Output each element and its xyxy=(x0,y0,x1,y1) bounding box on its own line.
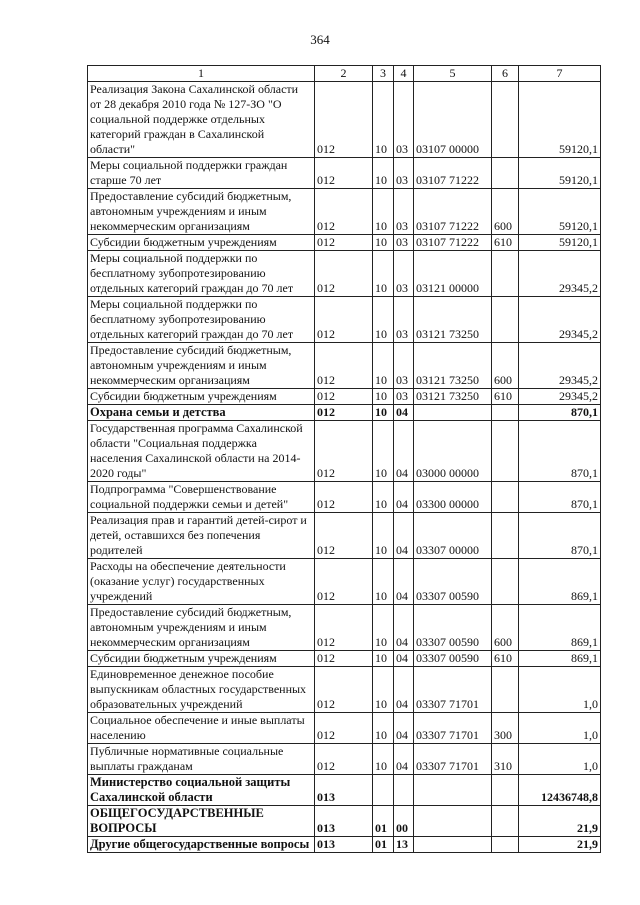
row-target-article-cell: 03107 71222 xyxy=(414,158,492,189)
row-subsection-cell: 04 xyxy=(394,421,414,482)
row-section-cell: 10 xyxy=(373,251,394,297)
row-target-article-cell: 03307 00590 xyxy=(414,651,492,667)
row-subsection-cell: 03 xyxy=(394,343,414,389)
table-row xyxy=(88,744,601,775)
row-amount-cell: 29345,2 xyxy=(519,389,601,405)
row-name-cell: Предоставление субсидий бюджетным, автономным учреждениям и иным некоммерческим организациям xyxy=(88,605,315,651)
row-target-article-cell: 03300 00000 xyxy=(414,482,492,513)
row-ministry-cell: 012 xyxy=(315,297,373,343)
row-amount-cell: 870,1 xyxy=(519,421,601,482)
row-subsection-cell: 03 xyxy=(394,235,414,251)
table-row xyxy=(88,343,601,389)
table-row xyxy=(88,837,601,853)
row-ministry-cell: 012 xyxy=(315,389,373,405)
row-section-cell: 10 xyxy=(373,389,394,405)
row-ministry-cell: 012 xyxy=(315,158,373,189)
row-section-cell: 10 xyxy=(373,82,394,158)
row-section-cell: 10 xyxy=(373,421,394,482)
row-target-article-cell: 03121 73250 xyxy=(414,389,492,405)
table-row xyxy=(88,806,601,837)
row-ministry-cell: 012 xyxy=(315,189,373,235)
row-subsection-cell: 03 xyxy=(394,189,414,235)
row-expense-type-cell: 300 xyxy=(492,713,519,744)
row-amount-cell: 1,0 xyxy=(519,667,601,713)
row-target-article-cell xyxy=(414,405,492,421)
row-section-cell xyxy=(373,775,394,806)
row-expense-type-cell xyxy=(492,297,519,343)
row-subsection-cell: 04 xyxy=(394,744,414,775)
row-name-cell: Охрана семьи и детства xyxy=(88,405,315,421)
row-subsection-cell: 04 xyxy=(394,559,414,605)
table-row xyxy=(88,82,601,158)
row-ministry-cell: 012 xyxy=(315,82,373,158)
row-expense-type-cell xyxy=(492,82,519,158)
header-cell: 2 xyxy=(315,66,373,82)
row-amount-cell: 29345,2 xyxy=(519,343,601,389)
row-name-cell: Единовременное денежное пособие выпускникам областных государственных образовательных учреждений xyxy=(88,667,315,713)
row-name-cell: Меры социальной поддержки по бесплатному зубопротезированию отдельных категорий граждан до 70 лет xyxy=(88,297,315,343)
row-ministry-cell: 013 xyxy=(315,806,373,837)
table-row xyxy=(88,651,601,667)
row-subsection-cell: 04 xyxy=(394,482,414,513)
row-expense-type-cell xyxy=(492,405,519,421)
row-target-article-cell: 03307 00590 xyxy=(414,559,492,605)
row-ministry-cell: 012 xyxy=(315,421,373,482)
row-expense-type-cell xyxy=(492,251,519,297)
row-target-article-cell xyxy=(414,806,492,837)
row-target-article-cell xyxy=(414,837,492,853)
row-subsection-cell: 04 xyxy=(394,651,414,667)
row-amount-cell: 59120,1 xyxy=(519,158,601,189)
row-subsection-cell: 04 xyxy=(394,513,414,559)
row-name-cell: ОБЩЕГОСУДАРСТВЕННЫЕ ВОПРОСЫ xyxy=(88,806,315,837)
row-target-article-cell: 03107 00000 xyxy=(414,82,492,158)
row-amount-cell: 29345,2 xyxy=(519,297,601,343)
row-expense-type-cell xyxy=(492,482,519,513)
row-name-cell: Предоставление субсидий бюджетным, автономным учреждениям и иным некоммерческим организациям xyxy=(88,343,315,389)
row-target-article-cell: 03000 00000 xyxy=(414,421,492,482)
header-cell: 5 xyxy=(414,66,492,82)
row-name-cell: Другие общегосударственные вопросы xyxy=(88,837,315,853)
header-cell: 7 xyxy=(519,66,601,82)
table-row xyxy=(88,235,601,251)
row-expense-type-cell: 600 xyxy=(492,189,519,235)
table-row xyxy=(88,189,601,235)
header-cell: 6 xyxy=(492,66,519,82)
row-section-cell: 10 xyxy=(373,744,394,775)
row-ministry-cell: 012 xyxy=(315,605,373,651)
row-ministry-cell: 012 xyxy=(315,405,373,421)
row-name-cell: Министерство социальной защиты Сахалинской области xyxy=(88,775,315,806)
row-amount-cell: 29345,2 xyxy=(519,251,601,297)
row-section-cell: 10 xyxy=(373,482,394,513)
row-target-article-cell: 03107 71222 xyxy=(414,189,492,235)
row-expense-type-cell xyxy=(492,158,519,189)
row-section-cell: 10 xyxy=(373,513,394,559)
row-section-cell: 10 xyxy=(373,559,394,605)
row-ministry-cell: 012 xyxy=(315,744,373,775)
row-expense-type-cell: 310 xyxy=(492,744,519,775)
table-row xyxy=(88,389,601,405)
row-subsection-cell: 03 xyxy=(394,251,414,297)
row-subsection-cell: 13 xyxy=(394,837,414,853)
row-ministry-cell: 012 xyxy=(315,559,373,605)
row-amount-cell: 869,1 xyxy=(519,651,601,667)
row-amount-cell: 1,0 xyxy=(519,713,601,744)
row-subsection-cell xyxy=(394,775,414,806)
row-target-article-cell: 03307 71701 xyxy=(414,713,492,744)
row-subsection-cell: 04 xyxy=(394,667,414,713)
row-expense-type-cell: 610 xyxy=(492,651,519,667)
header-cell: 4 xyxy=(394,66,414,82)
row-subsection-cell: 00 xyxy=(394,806,414,837)
row-name-cell: Расходы на обеспечение деятельности (оказание услуг) государственных учреждений xyxy=(88,559,315,605)
row-name-cell: Реализация Закона Сахалинской области от 28 декабря 2010 года № 127-ЗО "О социальной поддержке отдельных категорий граждан в Сахалинской области" xyxy=(88,82,315,158)
table-row xyxy=(88,421,601,482)
row-name-cell: Меры социальной поддержки по бесплатному зубопротезированию отдельных категорий граждан до 70 лет xyxy=(88,251,315,297)
table-row xyxy=(88,559,601,605)
row-ministry-cell: 012 xyxy=(315,513,373,559)
row-name-cell: Реализация прав и гарантий детей-сирот и детей, оставшихся без попечения родителей xyxy=(88,513,315,559)
row-name-cell: Меры социальной поддержки граждан старше 70 лет xyxy=(88,158,315,189)
row-subsection-cell: 03 xyxy=(394,82,414,158)
row-expense-type-cell: 600 xyxy=(492,605,519,651)
row-amount-cell: 870,1 xyxy=(519,405,601,421)
row-amount-cell: 21,9 xyxy=(519,837,601,853)
row-expense-type-cell: 610 xyxy=(492,235,519,251)
row-name-cell: Публичные нормативные социальные выплаты гражданам xyxy=(88,744,315,775)
row-ministry-cell: 013 xyxy=(315,775,373,806)
row-name-cell: Подпрограмма "Совершенствование социальной поддержки семьи и детей" xyxy=(88,482,315,513)
row-subsection-cell: 04 xyxy=(394,605,414,651)
row-target-article-cell xyxy=(414,775,492,806)
page-number: 364 xyxy=(310,32,330,47)
table-row xyxy=(88,405,601,421)
row-amount-cell: 12436748,8 xyxy=(519,775,601,806)
row-expense-type-cell: 610 xyxy=(492,389,519,405)
row-target-article-cell: 03307 71701 xyxy=(414,744,492,775)
row-expense-type-cell xyxy=(492,421,519,482)
row-subsection-cell: 03 xyxy=(394,158,414,189)
row-name-cell: Социальное обеспечение и иные выплаты населению xyxy=(88,713,315,744)
row-ministry-cell: 012 xyxy=(315,482,373,513)
table-row xyxy=(88,605,601,651)
row-amount-cell: 59120,1 xyxy=(519,82,601,158)
row-name-cell: Субсидии бюджетным учреждениям xyxy=(88,651,315,667)
table-row xyxy=(88,297,601,343)
row-expense-type-cell xyxy=(492,837,519,853)
table-row xyxy=(88,158,601,189)
row-amount-cell: 870,1 xyxy=(519,482,601,513)
row-expense-type-cell xyxy=(492,667,519,713)
table-row xyxy=(88,513,601,559)
row-section-cell: 10 xyxy=(373,713,394,744)
table-header-row xyxy=(88,66,601,82)
table-body xyxy=(88,66,601,853)
header-cell: 1 xyxy=(88,66,315,82)
row-target-article-cell: 03307 00590 xyxy=(414,605,492,651)
row-ministry-cell: 012 xyxy=(315,235,373,251)
row-amount-cell: 869,1 xyxy=(519,559,601,605)
budget-table xyxy=(87,65,601,853)
row-target-article-cell: 03107 71222 xyxy=(414,235,492,251)
table-row xyxy=(88,482,601,513)
row-ministry-cell: 012 xyxy=(315,343,373,389)
row-name-cell: Государственная программа Сахалинской области "Социальная поддержка населения Сахалинской области на 2014-2020 годы" xyxy=(88,421,315,482)
row-subsection-cell: 03 xyxy=(394,297,414,343)
row-section-cell: 10 xyxy=(373,651,394,667)
row-ministry-cell: 012 xyxy=(315,713,373,744)
row-target-article-cell: 03307 00000 xyxy=(414,513,492,559)
row-section-cell: 10 xyxy=(373,343,394,389)
row-subsection-cell: 03 xyxy=(394,389,414,405)
row-amount-cell: 21,9 xyxy=(519,806,601,837)
row-section-cell: 10 xyxy=(373,297,394,343)
row-expense-type-cell: 600 xyxy=(492,343,519,389)
row-ministry-cell: 013 xyxy=(315,837,373,853)
table-row xyxy=(88,775,601,806)
row-subsection-cell: 04 xyxy=(394,713,414,744)
row-target-article-cell: 03307 71701 xyxy=(414,667,492,713)
row-target-article-cell: 03121 73250 xyxy=(414,297,492,343)
row-amount-cell: 59120,1 xyxy=(519,235,601,251)
row-amount-cell: 59120,1 xyxy=(519,189,601,235)
row-section-cell: 10 xyxy=(373,667,394,713)
row-amount-cell: 869,1 xyxy=(519,605,601,651)
row-expense-type-cell xyxy=(492,559,519,605)
table-row xyxy=(88,667,601,713)
row-amount-cell: 1,0 xyxy=(519,744,601,775)
row-expense-type-cell xyxy=(492,775,519,806)
row-section-cell: 10 xyxy=(373,235,394,251)
row-section-cell: 10 xyxy=(373,605,394,651)
table-row xyxy=(88,713,601,744)
row-section-cell: 01 xyxy=(373,837,394,853)
row-name-cell: Субсидии бюджетным учреждениям xyxy=(88,235,315,251)
row-name-cell: Субсидии бюджетным учреждениям xyxy=(88,389,315,405)
row-expense-type-cell xyxy=(492,806,519,837)
row-name-cell: Предоставление субсидий бюджетным, автономным учреждениям и иным некоммерческим организациям xyxy=(88,189,315,235)
row-expense-type-cell xyxy=(492,513,519,559)
row-subsection-cell: 04 xyxy=(394,405,414,421)
row-section-cell: 10 xyxy=(373,405,394,421)
row-ministry-cell: 012 xyxy=(315,667,373,713)
table-row xyxy=(88,251,601,297)
header-cell: 3 xyxy=(373,66,394,82)
row-target-article-cell: 03121 00000 xyxy=(414,251,492,297)
row-ministry-cell: 012 xyxy=(315,251,373,297)
row-section-cell: 10 xyxy=(373,158,394,189)
row-ministry-cell: 012 xyxy=(315,651,373,667)
row-section-cell: 01 xyxy=(373,806,394,837)
row-target-article-cell: 03121 73250 xyxy=(414,343,492,389)
row-section-cell: 10 xyxy=(373,189,394,235)
row-amount-cell: 870,1 xyxy=(519,513,601,559)
